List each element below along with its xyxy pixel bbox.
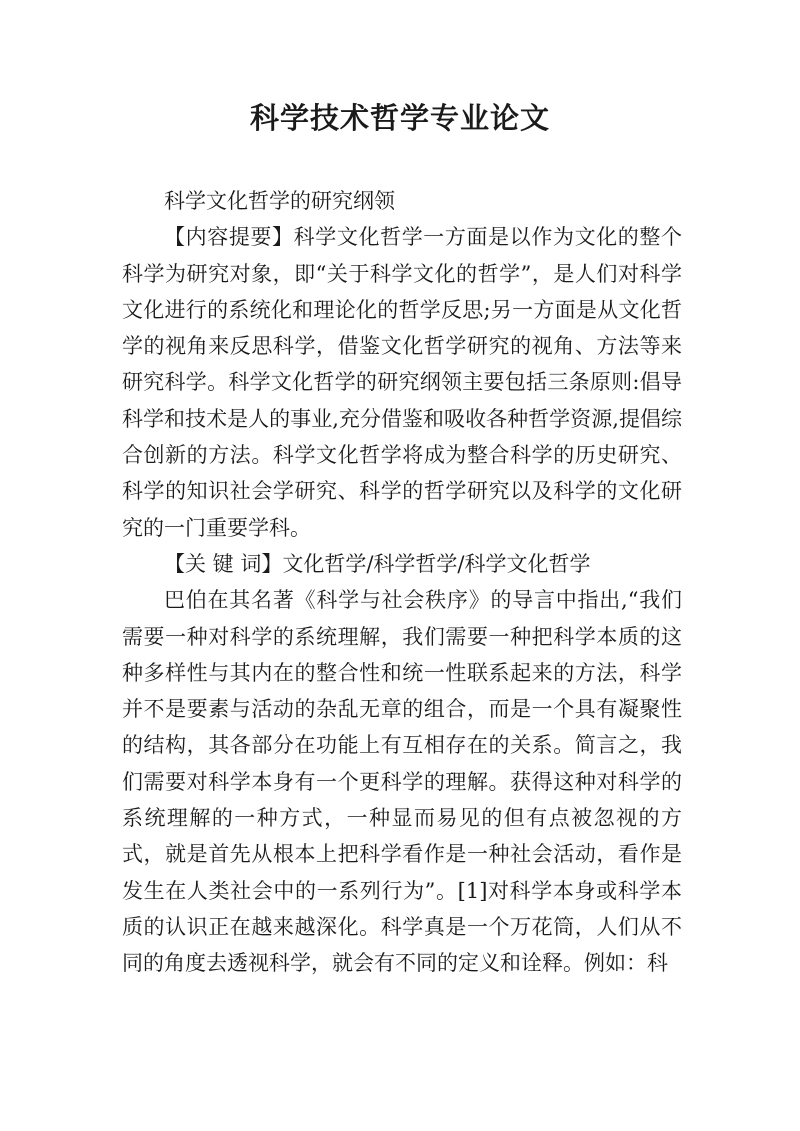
document-title: 科学技术哲学专业论文 [249,101,550,135]
body-paragraph: 巴伯在其名著《科学与社会秩序》的导言中指出,“我们需要一种对科学的系统理解，我们需要一种把科学本质的这种多样性与其内在的整合性和统一性联系起来的方法，科学并不是要素与活动的杂乱无章的组合，而是一个具有凝聚性的结构，其各部分在功能上有互相存在的关系。简言之，我们需要对科学本身有一个更科学的理解。获得这种对科学的系统理解的一种方式，一种显而易见的但有点被忽视的方式，就是首先从根本上把科学看作是一种社会活动，看作是发生在人类社会中的一系列行为”。[1]对科学本身或科学本质的认识正在越来越深化。科学真是一个万花筒，人们从不同的角度去透视科学，就会有不同的定义和诠释。例如：科 [122,588,682,976]
keywords-paragraph: 【关 键 词】文化哲学/科学哲学/科学文化哲学 [164,551,591,576]
abstract-paragraph: 【内容提要】科学文化哲学一方面是以作为文化的整个科学为研究对象，即“关于科学文化的哲学”，是人们对科学文化进行的系统化和理论化的哲学反思;另一方面是从文化哲学的视角来反思科学，借鉴文化哲学研究的视角、方法等来研究科学。科学文化哲学的研究纲领主要包括三条原则:倡导科学和技术是人的事业,充分借鉴和吸收各种哲学资源,提倡综合创新的方法。科学文化哲学将成为整合科学的历史研究、科学的知识社会学研究、科学的哲学研究以及科学的文化研究的一门重要学科。 [122,225,682,540]
section-heading: 科学文化哲学的研究纲领 [164,189,395,213]
document-body [122,183,682,982]
